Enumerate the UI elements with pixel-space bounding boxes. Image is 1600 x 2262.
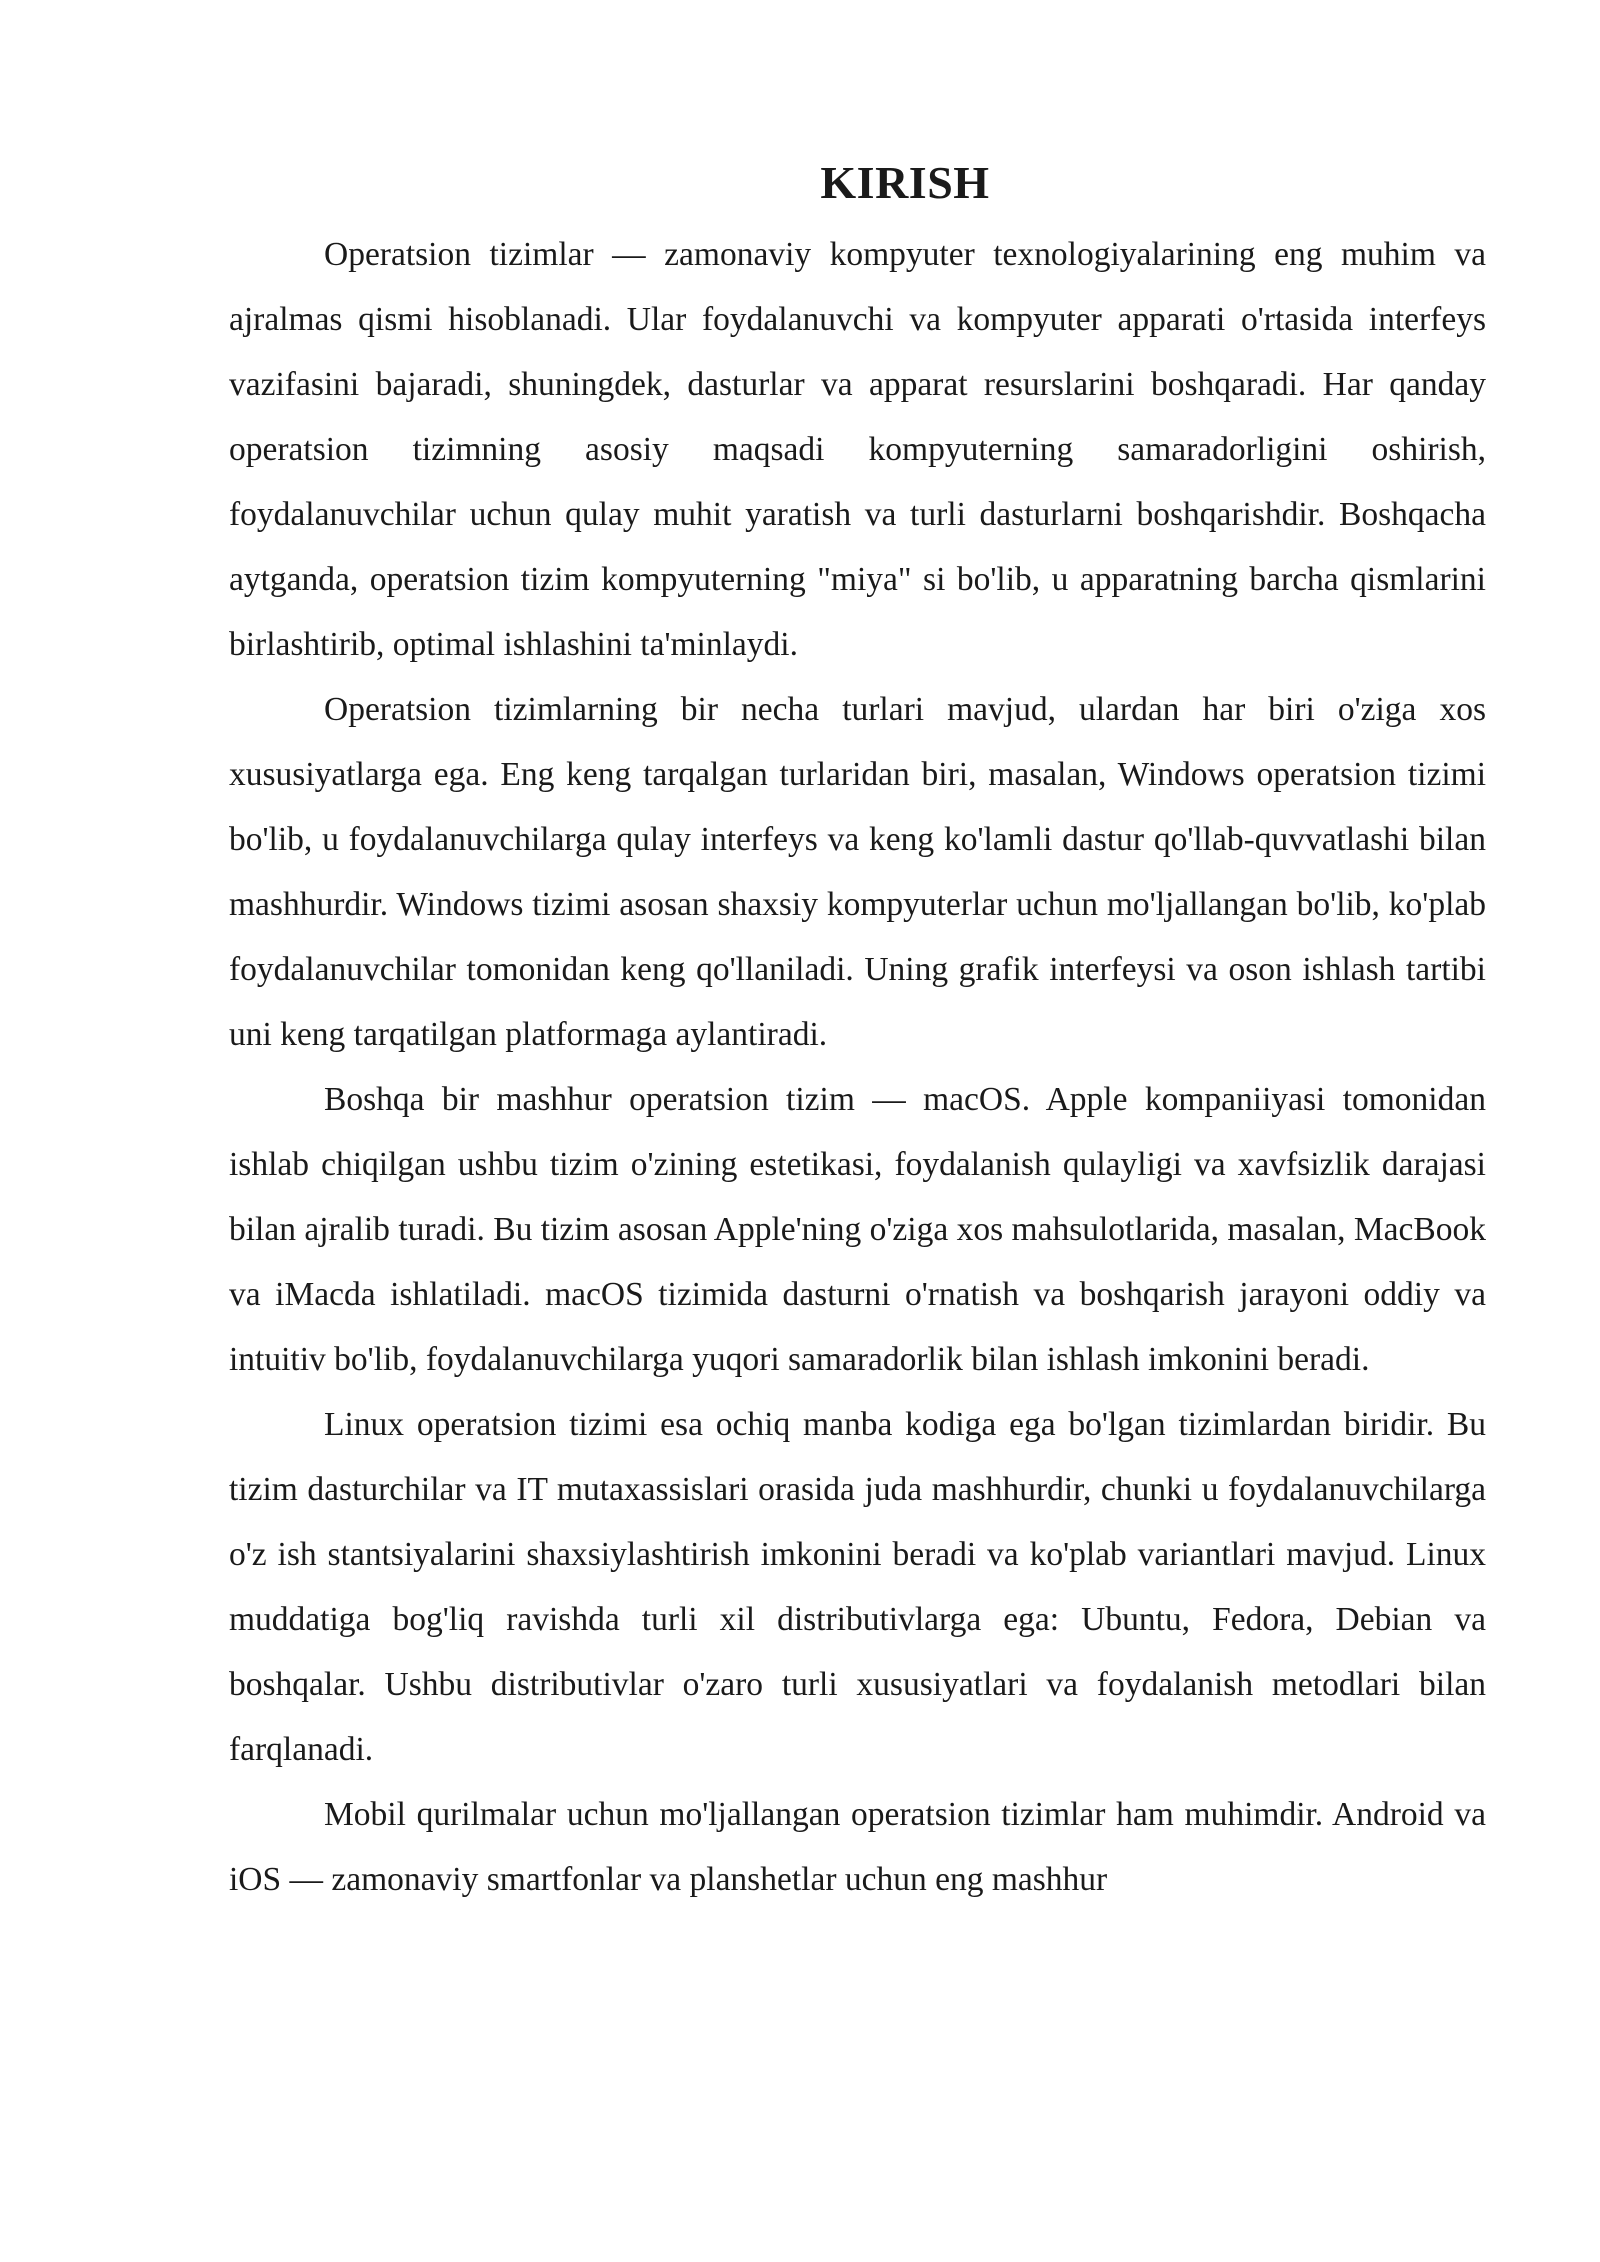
document-body — [229, 150, 1486, 1912]
paragraph-mobile: Mobil qurilmalar uchun mo'ljallangan operatsion tizimlar ham muhimdir. Android va iOS — zamonaviy smartfonlar va planshetlar uchun eng mashhur — [229, 1796, 1486, 1898]
paragraph-linux: Linux operatsion tizimi esa ochiq manba kodiga ega bo'lgan tizimlardan biridir. Bu tizim dasturchilar va IT mutaxassislari orasida juda mashhurdir, chunki u foydalanuvchilarga o'z ish stantsiyalarini shaxsiylashtirish imkonini beradi va ko'plab variantlari mavjud. Linux muddatiga bog'liq ravishda turli xil distributivlarga ega: Ubuntu, Fedora, Debian va boshqalar. Ushbu distributivlar o'zaro turli xususiyatlari va foydalanish metodlari bilan farqlanadi. — [229, 1406, 1486, 1768]
paragraph-windows: Operatsion tizimlarning bir necha turlari mavjud, ulardan har biri o'ziga xos xususiyatlarga ega. Eng keng tarqalgan turlaridan biri, masalan, Windows operatsion tizimi bo'lib, u foydalanuvchilarga qulay interfeys va keng ko'lamli dastur qo'llab-quvvatlashi bilan mashhurdir. Windows tizimi asosan shaxsiy kompyuterlar uchun mo'ljallangan bo'lib, ko'plab foydalanuvchilar tomonidan keng qo'llaniladi. Uning grafik interfeysi va oson ishlash tartibi uni keng tarqatilgan platformaga aylantiradi. — [229, 691, 1486, 1053]
paragraph-macos: Boshqa bir mashhur operatsion tizim — macOS. Apple kompaniiyasi tomonidan ishlab chiqilgan ushbu tizim o'zining estetikasi, foydalanish qulayligi va xavfsizlik darajasi bilan ajralib turadi. Bu tizim asosan Apple'ning o'ziga xos mahsulotlarida, masalan, MacBook va iMacda ishlatiladi. macOS tizimida dasturni o'rnatish va boshqarish jarayoni oddiy va intuitiv bo'lib, foydalanuvchilarga yuqori samaradorlik bilan ishlash imkonini beradi. — [229, 1081, 1486, 1378]
page-title: KIRISH — [820, 157, 990, 208]
paragraph-intro: Operatsion tizimlar — zamonaviy kompyuter texnologiyalarining eng muhim va ajralmas qismi hisoblanadi. Ular foydalanuvchi va kompyuter apparati o'rtasida interfeys vazifasini bajaradi, shuningdek, dasturlar va apparat resurslarini boshqaradi. Har qanday operatsion tizimning asosiy maqsadi kompyuterning samaradorligini oshirish, foydalanuvchilar uchun qulay muhit yaratish va turli dasturlarni boshqarishdir. Boshqacha aytganda, operatsion tizim kompyuterning "miya" si bo'lib, u apparatning barcha qismlarini birlashtirib, optimal ishlashini ta'minlaydi. — [229, 236, 1486, 663]
